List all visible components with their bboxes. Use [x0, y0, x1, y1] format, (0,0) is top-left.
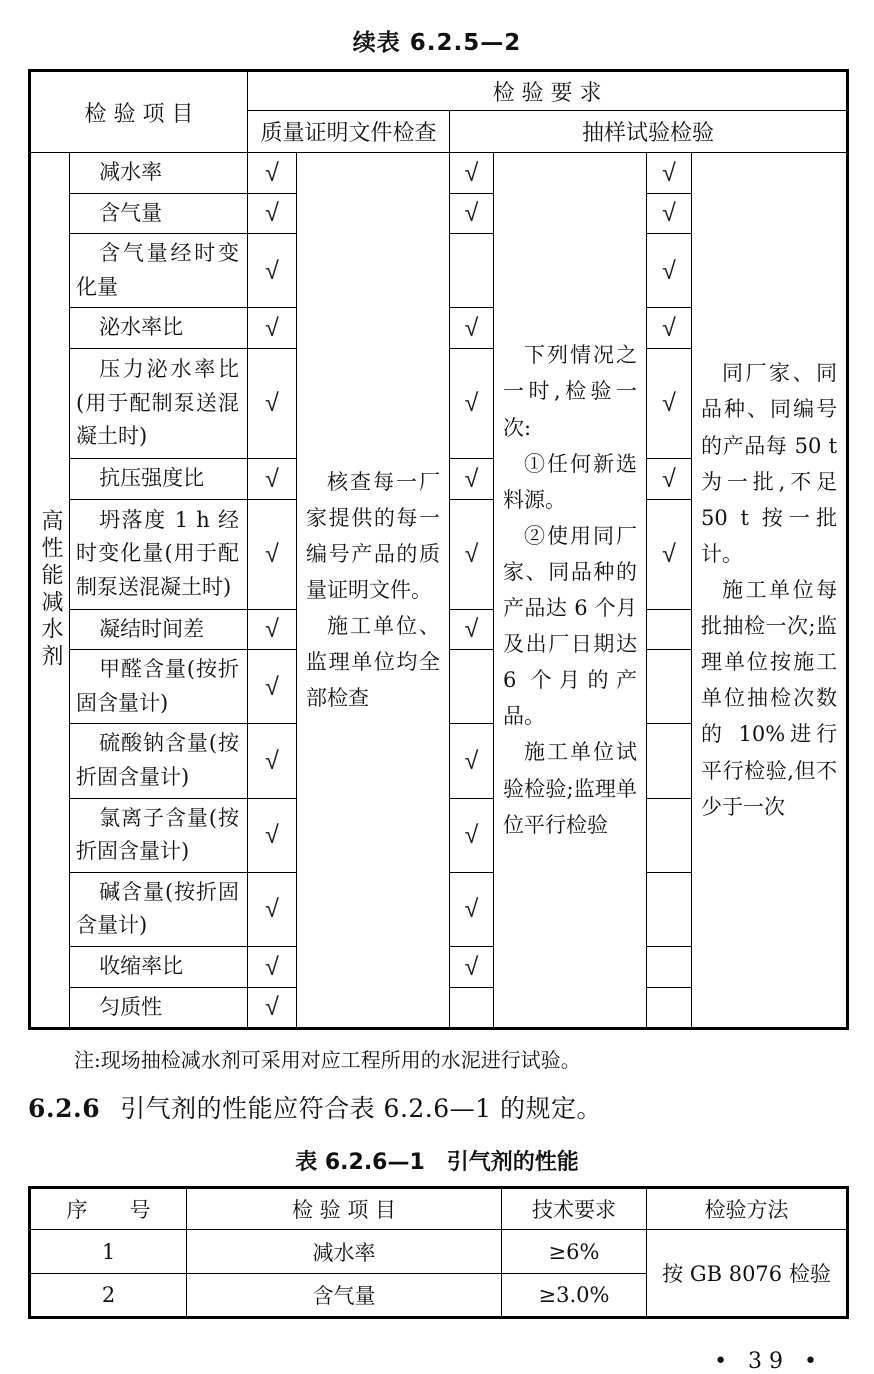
doc-check-cell: √ — [248, 458, 297, 499]
doc-check-cell: √ — [248, 153, 297, 194]
table1-row — [30, 153, 848, 194]
item-cell: 匀质性 — [70, 987, 248, 1029]
item-cell: 凝结时间差 — [70, 609, 248, 650]
air-entraining-performance-table — [28, 1186, 849, 1319]
sample1-check-cell: √ — [450, 193, 494, 234]
method-cell: 按 GB 8076 检验 — [647, 1230, 848, 1318]
category-vertical-text: 高性能减水剂 — [38, 509, 63, 672]
sample1-check-cell: √ — [450, 872, 494, 946]
page-number: • 39 • — [714, 1349, 824, 1374]
header-inspection-item: 检 验 项 目 — [30, 71, 248, 153]
requirement-cell: ≥6% — [502, 1230, 647, 1274]
sample1-check-cell: √ — [450, 458, 494, 499]
doc-check-cell: √ — [248, 193, 297, 234]
section-text: 引气剂的性能应符合表 6.2.6—1 的规定。 — [120, 1094, 603, 1124]
sample1-check-cell — [450, 987, 494, 1029]
item-cell: 减水率 — [187, 1230, 502, 1274]
doc-check-cell: √ — [248, 987, 297, 1029]
item-cell: 泌水率比 — [70, 308, 248, 349]
doc-check-cell: √ — [248, 798, 297, 872]
header-inspection-requirements: 检 验 要 求 — [248, 71, 848, 111]
sample1-check-cell: √ — [450, 499, 494, 609]
sample1-check-cell: √ — [450, 153, 494, 194]
table-note: 注:现场抽检减水剂可采用对应工程所用的水泥进行试验。 — [74, 1048, 581, 1073]
inspection-requirements-table — [28, 69, 849, 1030]
item-cell: 含气量经时变化量 — [70, 234, 248, 308]
requirement-cell: ≥3.0% — [502, 1274, 647, 1318]
category-label — [30, 153, 70, 1029]
desc-paragraph: 施工单位试验检验;监理单位平行检验 — [503, 740, 638, 837]
section-number: 6.2.6 — [28, 1094, 101, 1124]
item-cell: 减水率 — [70, 153, 248, 194]
sample1-check-cell: √ — [450, 724, 494, 798]
sample2-check-cell — [647, 798, 692, 872]
sample1-check-cell — [450, 650, 494, 724]
sample2-check-cell: √ — [647, 499, 692, 609]
sample2-check-cell: √ — [647, 193, 692, 234]
desc-paragraph: 下列情况之一时,检验一次: — [503, 343, 638, 440]
item-cell: 压力泌水率比(用于配制泵送混凝土时) — [70, 348, 248, 458]
sample2-check-cell: √ — [647, 308, 692, 349]
doc-check-cell: √ — [248, 234, 297, 308]
serial-cell: 2 — [30, 1274, 187, 1318]
sample1-check-cell: √ — [450, 348, 494, 458]
sample2-check-cell — [647, 946, 692, 987]
sample1-check-cell: √ — [450, 798, 494, 872]
doc-check-cell: √ — [248, 609, 297, 650]
item-cell: 抗压强度比 — [70, 458, 248, 499]
doc-check-cell: √ — [248, 308, 297, 349]
doc-check-cell: √ — [248, 348, 297, 458]
continued-table-title: 续表 6.2.5—2 — [352, 30, 522, 56]
header-serial: 序 号 — [30, 1188, 187, 1230]
item-cell: 收缩率比 — [70, 946, 248, 987]
desc-paragraph: 核查每一厂家提供的每一编号产品的质量证明文件。 — [306, 469, 441, 602]
sample2-check-cell: √ — [647, 458, 692, 499]
table2-row — [30, 1230, 848, 1274]
table2-title: 表 6.2.6—1 引气剂的性能 — [295, 1150, 579, 1176]
doc-check-cell: √ — [248, 499, 297, 609]
item-cell: 含气量 — [70, 193, 248, 234]
item-cell: 坍落度 1 h 经时变化量(用于配制泵送混凝土时) — [70, 499, 248, 609]
item-cell: 含气量 — [187, 1274, 502, 1318]
desc-paragraph: 施工单位、监理单位均全部检查 — [306, 614, 441, 711]
sample2-check-cell — [647, 987, 692, 1029]
sample2-check-cell: √ — [647, 153, 692, 194]
sample-desc-cell — [494, 153, 647, 1029]
sample1-check-cell: √ — [450, 946, 494, 987]
sample2-check-cell: √ — [647, 348, 692, 458]
sample2-check-cell — [647, 872, 692, 946]
doc-check-cell: √ — [248, 724, 297, 798]
sample2-check-cell — [647, 609, 692, 650]
doc-check-cell: √ — [248, 946, 297, 987]
doc-desc-cell — [297, 153, 450, 1029]
sample2-check-cell — [647, 650, 692, 724]
sample1-check-cell — [450, 234, 494, 308]
item-cell: 氯离子含量(按折固含量计) — [70, 798, 248, 872]
desc-paragraph: ②使用同厂家、同品种的产品达 6 个月及出厂日期达 6 个月的产品。 — [503, 523, 638, 729]
header-quality-doc-check: 质量证明文件检查 — [248, 111, 450, 153]
header-sampling-test: 抽样试验检验 — [450, 111, 848, 153]
serial-cell: 1 — [30, 1230, 187, 1274]
doc-check-cell: √ — [248, 650, 297, 724]
header-technical-requirement: 技术要求 — [502, 1188, 647, 1230]
item-cell: 碱含量(按折固含量计) — [70, 872, 248, 946]
batch-desc-cell — [692, 153, 848, 1029]
item-cell: 硫酸钠含量(按折固含量计) — [70, 724, 248, 798]
sample1-check-cell: √ — [450, 308, 494, 349]
doc-check-cell: √ — [248, 872, 297, 946]
sample2-check-cell — [647, 724, 692, 798]
header-item: 检 验 项 目 — [187, 1188, 502, 1230]
desc-paragraph: 同厂家、同品种、同编号的产品每 50 t 为一批,不足 50 t 按一批计。 — [701, 361, 838, 566]
sample1-check-cell: √ — [450, 609, 494, 650]
sample2-check-cell: √ — [647, 234, 692, 308]
section-heading — [28, 1089, 846, 1125]
desc-paragraph: 施工单位每批抽检一次;监理单位按施工单位抽检次数的 10%进行平行检验,但不少于一次 — [701, 577, 838, 819]
item-cell: 甲醛含量(按折固含量计) — [70, 650, 248, 724]
header-inspection-method: 检验方法 — [647, 1188, 848, 1230]
desc-paragraph: ①任何新选料源。 — [503, 451, 638, 512]
